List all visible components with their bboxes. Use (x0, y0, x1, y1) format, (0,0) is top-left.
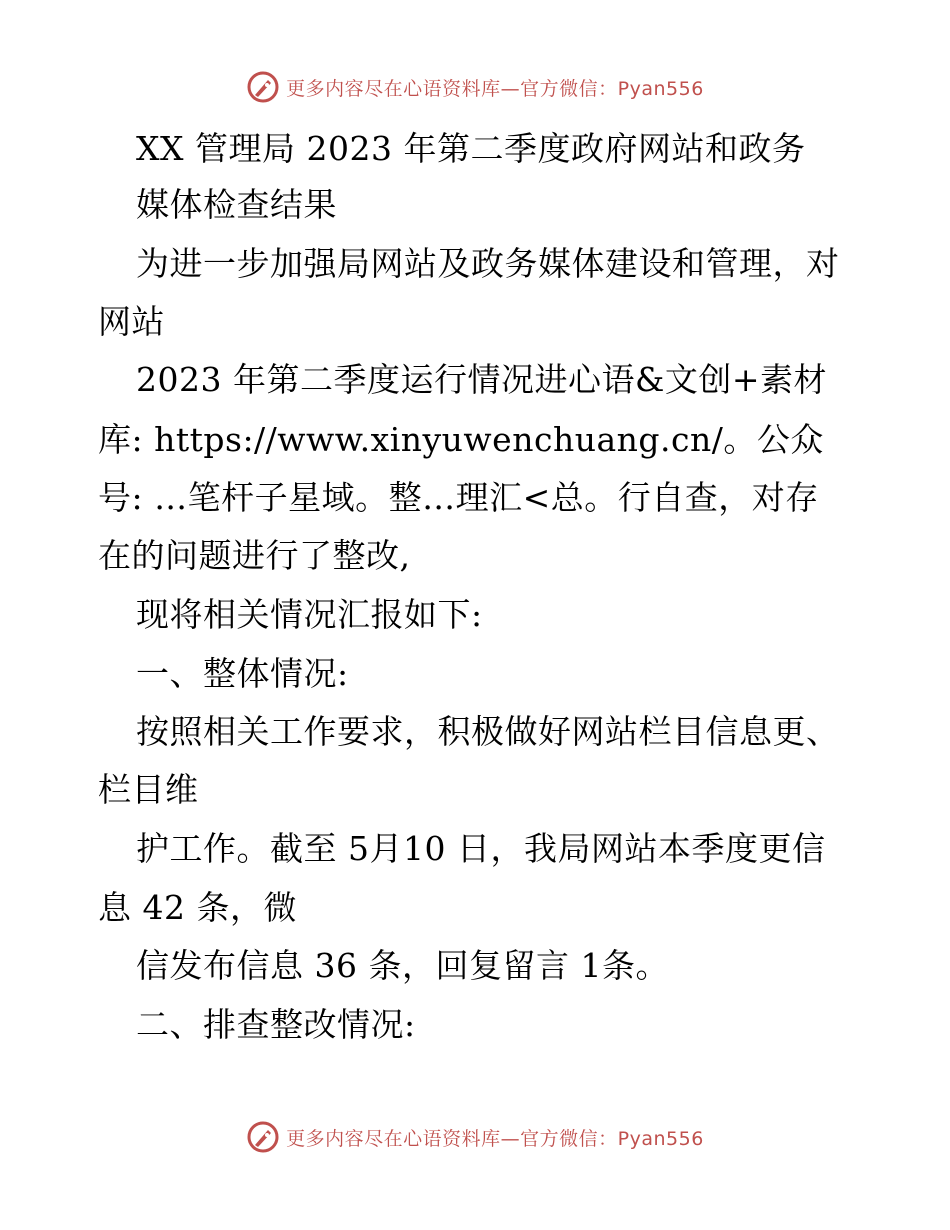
paragraph-line: 护工作。截至 5月10 日，我局网站本季度更信 (136, 829, 826, 868)
paragraph-line: 为进一步加强局网站及政务媒体建设和管理，对 (136, 244, 840, 283)
paragraph-line: 按照相关工作要求，积极做好网站栏目信息更、 (136, 712, 840, 751)
footer-watermark (0, 1120, 950, 1154)
paragraph-line: 栏目维 (98, 770, 199, 809)
section-heading-2: 二、排查整改情况: (136, 1005, 416, 1044)
paragraph-line: 现将相关情况汇报如下: (136, 595, 483, 634)
watermark-text: 更多内容尽在心语资料库—官方微信：Pyan556 (286, 1127, 704, 1150)
paragraph-line: 网站 (98, 302, 165, 341)
title-line-2: 媒体检查结果 (136, 185, 337, 224)
pen-nib-logo-icon (246, 70, 280, 104)
paragraph-line: 库: https://www.xinyuwenchuang.cn/。公众 (98, 420, 824, 459)
watermark-text: 更多内容尽在心语资料库—官方微信：Pyan556 (286, 77, 704, 100)
paragraph-line: 在的问题进行了整改, (98, 536, 411, 575)
paragraph-line: 2023 年第二季度运行情况进心语&文创+素材 (136, 360, 827, 399)
section-heading-1: 一、整体情况: (136, 654, 349, 693)
header-watermark (0, 70, 950, 104)
paragraph-line: 息 42 条，微 (98, 888, 297, 927)
pen-nib-logo-icon (246, 1120, 280, 1154)
paragraph-line: 号: …笔杆子星域。整…理汇<总。行自查，对存 (98, 478, 819, 517)
title-line-1: XX 管理局 2023 年第二季度政府网站和政务 (136, 129, 806, 168)
paragraph-line: 信发布信息 36 条，回复留言 1条。 (136, 946, 669, 985)
